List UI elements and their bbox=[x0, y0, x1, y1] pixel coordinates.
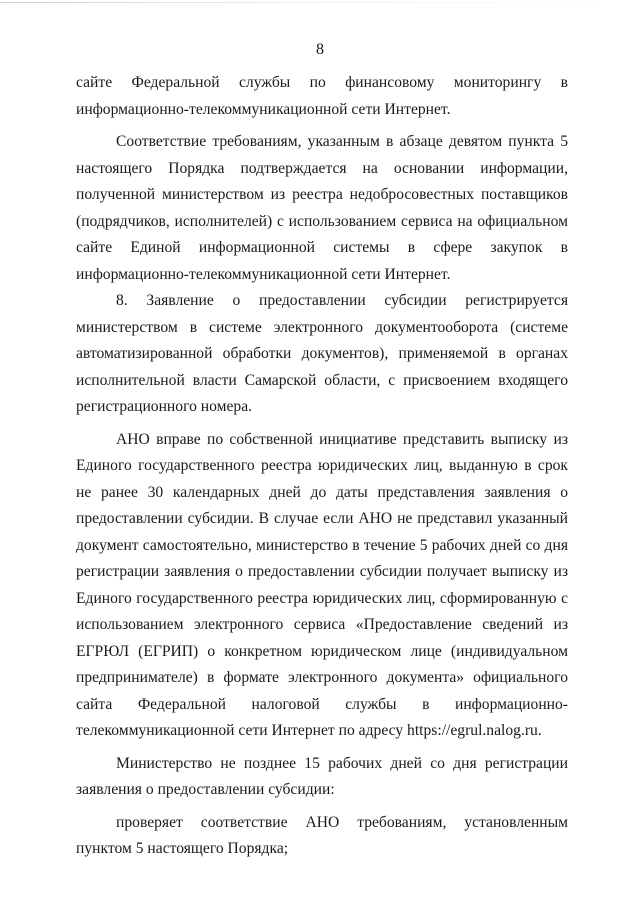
paragraph-compliance-check: Соответствие требованиям, указанным в абзаце девятом пункта 5 настоящего Порядка подтверждается на основании информации, полученной министерством из реестра недобросовестных поставщиков (подрядчиков, исполнителей) с использованием сервиса на официальном сайте Единой информационной системы в сфере закупок в информационно-телекоммуникационной сети Интернет. bbox=[76, 133, 568, 283]
paragraph-item-8-registration: 8. Заявление о предоставлении субсидии регистрируется министерством в системе электронного документооборота (системе автоматизированной обработки документов), применяемой в органах исполнительной власти Самарской области, с присвоением входящего регистрационного номера. bbox=[76, 292, 568, 415]
paragraph-checks-compliance: проверяет соответствие АНО требованиям, установленным пунктом 5 настоящего Порядка; bbox=[76, 813, 568, 857]
paragraph-ministry-deadline: Министерство не позднее 15 рабочих дней со дня регистрации заявления о предоставлении субсидии: bbox=[76, 754, 568, 798]
scan-edge-line bbox=[0, 2, 640, 3]
paragraph-egrul-extract: АНО вправе по собственной инициативе представить выписку из Единого государственного реестра юридических лиц, выданную в срок не ранее 30 календарных дней до даты представления заявления о предоставлении субсидии. В случае если АНО не представил указанный документ самостоятельно, министерство в течение 5 рабочих дней со дня регистрации заявления о предоставлении субсидии получает выписку из Единого государственного реестра юридических лиц, сформированную с использованием электронного сервиса «Предоставление сведений из ЕГРЮЛ (ЕГРИП) о конкретном юридическом лице (индивидуальном предпринимателе) в формате электронного документа» официального сайта Федеральной налоговой службы в информационно-телекоммуникационной сети Интернет по адресу https://egrul.nalog.ru. bbox=[76, 430, 568, 739]
document-body bbox=[76, 70, 568, 863]
page-number: 8 bbox=[316, 41, 324, 58]
paragraph-continuation: сайте Федеральной службы по финансовому мониторингу в информационно-телекоммуникационной сети Интернет. bbox=[76, 74, 568, 118]
